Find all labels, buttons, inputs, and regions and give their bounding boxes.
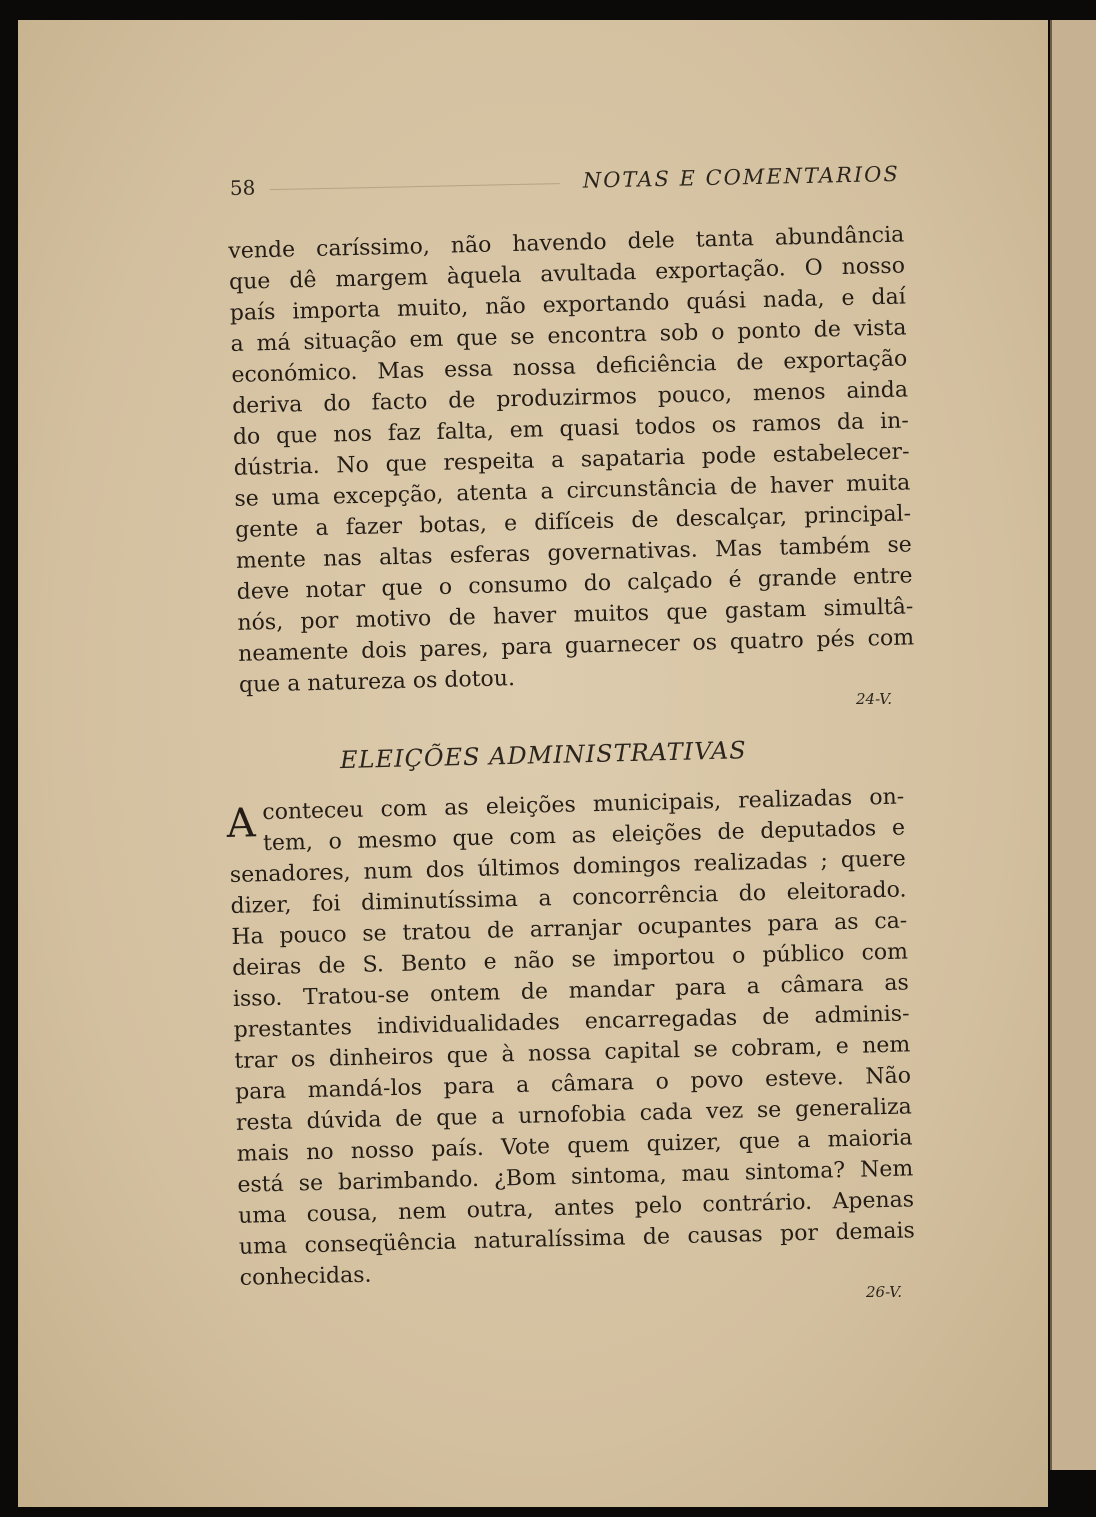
page-number: 58 <box>229 175 256 200</box>
adjacent-page-edge <box>1050 20 1096 1470</box>
section-title: ELEIÇÕES ADMINISTRATIVAS <box>339 736 747 775</box>
text-line: prestantes individualidades encarregadas de adminis- <box>233 1001 910 1043</box>
text-line: conhecidas. <box>239 1262 372 1291</box>
text-line: nós, por motivo de haver muitos que gastam simultâ- <box>237 594 914 636</box>
text-line: deriva do facto de produzirmos pouco, menos ainda <box>231 377 909 419</box>
text-line: tem, o mesmo que com as eleições de deputados e <box>262 815 906 857</box>
text-line: dústria. No que respeita a sapataria pode estabelecer- <box>233 439 910 481</box>
header-rule <box>270 183 560 190</box>
text-line: gente a fazer botas, e difíceis de descalçar, principal- <box>234 501 912 543</box>
text-line: que dê margem àquela avultada exportação. O nosso <box>228 253 906 295</box>
drop-cap: A <box>226 800 257 848</box>
text-line: país importa muito, não exportando quási nada, e daí <box>229 284 906 326</box>
text-line: dizer, foi diminutíssima a concorrência do eleitorado. <box>230 877 907 919</box>
text-line: mais no nosso país. Vote quem quizer, que a maioria <box>236 1125 913 1167</box>
text-line: isso. Tratou-se ontem de mandar para a câmara as <box>232 970 910 1012</box>
text-line: trar os dinheiros que à nossa capital se cobram, e nem <box>234 1032 911 1074</box>
text-line: que a natureza os dotou. <box>238 666 516 698</box>
text-line: senadores, num dos últimos domingos realizadas ; quere <box>229 846 906 888</box>
text-line: resta dúvida de que a urnofobia cada vez se generaliza <box>235 1094 913 1136</box>
text-line: económico. Mas essa nossa deficiência de exportação <box>231 346 908 388</box>
text-line: está se barimbando. ¿Bom sintoma, mau sintoma? Nem <box>237 1156 914 1198</box>
text-line: deve notar que o consumo do calçado é grande entre <box>236 563 913 605</box>
text-line: a má situação em que se encontra sob o ponto de vista <box>230 315 907 357</box>
dateline-2: 26-V. <box>866 1283 903 1301</box>
text-line: se uma excepção, atenta a circunstância de haver muita <box>234 470 911 512</box>
text-line: uma cousa, nem outra, antes pelo contrário. Apenas <box>237 1187 915 1229</box>
article-paragraph-2 <box>228 781 916 1293</box>
running-title: NOTAS E COMENTARIOS <box>582 161 900 193</box>
text-line: vende caríssimo, não havendo dele tanta abundância <box>228 222 905 264</box>
article-paragraph-1 <box>228 219 915 700</box>
text-line: conteceu com as eleições municipais, realizadas on- <box>262 784 905 826</box>
text-line: para mandá-los para a câmara o povo esteve. Não <box>234 1063 912 1105</box>
dateline-1: 24-V. <box>856 690 893 708</box>
text-line: Ha pouco se tratou de arranjar ocupantes para as ca- <box>231 908 908 950</box>
text-line: mente nas altas esferas governativas. Mas também se <box>235 532 913 574</box>
text-line: do que nos faz falta, em quasi todos os ramos da in- <box>232 408 910 450</box>
text-line: uma conseqüência naturalíssima de causas por demais <box>238 1218 916 1260</box>
text-line: neamente dois pares, para guarnecer os quatro pés com <box>237 625 915 667</box>
text-line: deiras de S. Bento e não se importou o público com <box>231 939 909 981</box>
